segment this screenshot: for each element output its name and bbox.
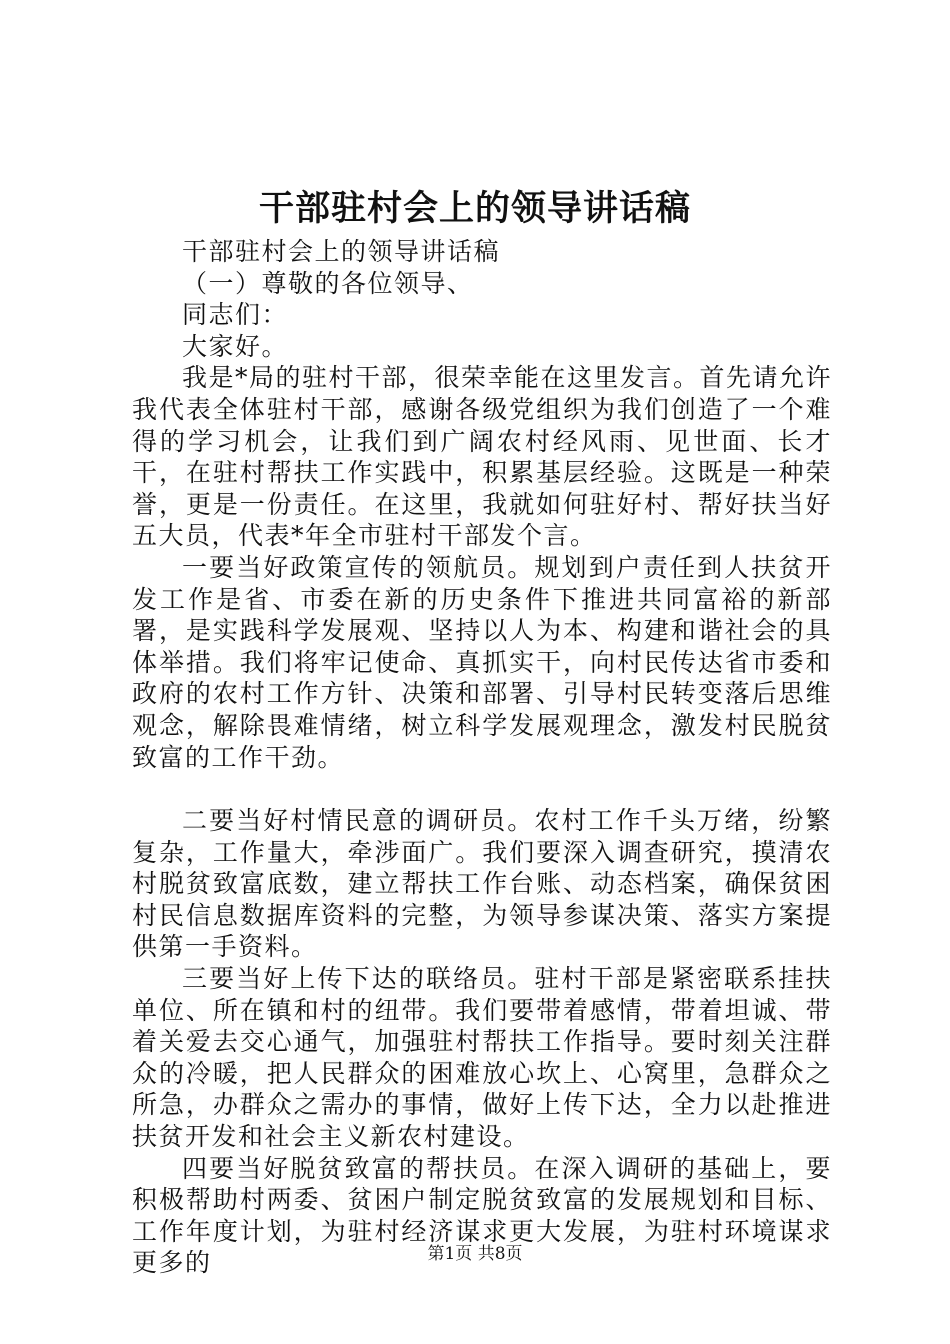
paragraph: 四要当好脱贫致富的帮扶员。在深入调研的基础上，要积极帮助村两委、贫困户制定脱贫致富的发展规划和目标、工作年度计划，为驻村经济谋求更大发展，为驻村环境谋求更多的 bbox=[132, 1153, 832, 1278]
paragraph: 同志们： bbox=[182, 300, 289, 330]
paragraph: 二要当好村情民意的调研员。农村工作千头万绪，纷繁复杂，工作量大，牵涉面广。我们要深入调查研究，摸清农村脱贫致富底数，建立帮扶工作台账、动态档案，确保贫困村民信息数据库资料的完整，为领导参谋决策、落实方案提供第一手资料。 bbox=[132, 806, 832, 962]
document-body bbox=[132, 236, 832, 1279]
document-title: 干部驻村会上的领导讲话稿 bbox=[258, 188, 691, 229]
paragraph: 干部驻村会上的领导讲话稿 bbox=[182, 237, 501, 266]
paragraph: 大家好。 bbox=[182, 331, 289, 361]
paragraph: （一）尊敬的各位领导、 bbox=[182, 268, 474, 298]
page-footer: 第1页 共8页 bbox=[427, 1244, 523, 1264]
paragraph: 三要当好上传下达的联络员。驻村干部是紧密联系挂扶单位、所在镇和村的纽带。我们要带着感情，带着坦诚、带着关爱去交心通气，加强驻村帮扶工作指导。要时刻关注群众的冷暖，把人民群众的困难放心坎上、心窝里，急群众之所急，办群众之需办的事情，做好上传下达，全力以赴推进扶贫开发和社会主义新农村建设。 bbox=[132, 964, 832, 1152]
paragraph: 一要当好政策宣传的领航员。规划到户责任到人扶贫开发工作是省、市委在新的历史条件下推进共同富裕的新部署，是实践科学发展观、坚持以人为本、构建和谐社会的具体举措。我们将牢记使命、真抓实干，向村民传达省市委和政府的农村工作方针、决策和部署、引导村民转变落后思维观念，解除畏难情绪，树立科学发展观理念，激发村民脱贫致富的工作干劲。 bbox=[132, 552, 832, 772]
paragraph: 我是*局的驻村干部，很荣幸能在这里发言。首先请允许我代表全体驻村干部，感谢各级党组织为我们创造了一个难得的学习机会，让我们到广阔农村经风雨、见世面、长才干，在驻村帮扶工作实践中，积累基层经验。这既是一种荣誉，更是一份责任。在这里，我就如何驻好村、帮好扶当好五大员，代表*年全市驻村干部发个言。 bbox=[132, 363, 833, 551]
